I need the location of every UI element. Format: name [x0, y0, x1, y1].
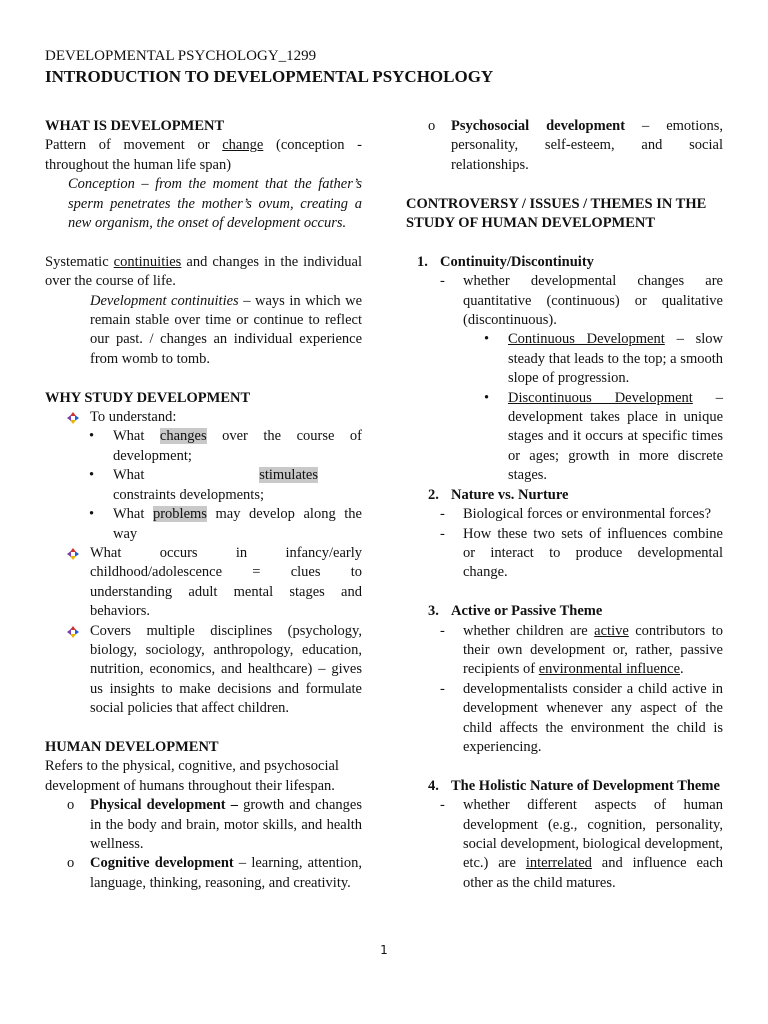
list-item [406, 622, 723, 680]
page-number: 1 [380, 943, 388, 957]
list-item [45, 854, 362, 893]
active-underlined: active [594, 622, 629, 639]
list-item [406, 796, 723, 893]
list-item [45, 505, 362, 544]
environmental-influence-underlined: environmental influence [538, 661, 681, 678]
bullet-text-end: constraints developments; [113, 486, 265, 503]
bullet-text: What [113, 506, 153, 523]
circle-bullet-icon: o [428, 118, 436, 134]
list-item [45, 408, 362, 427]
course-code: DEVELOPMENTAL PSYCHOLOGY_1299 [45, 48, 317, 64]
circle-bullet-icon: o [67, 855, 75, 872]
four-direction-arrow-icon [67, 548, 79, 560]
four-direction-arrow-icon [67, 626, 79, 638]
theme-title-text: Continuity/Discontinuity [440, 253, 594, 270]
theme-description: Biological forces or environmental forces? [463, 506, 712, 523]
bullet-icon: • [89, 428, 95, 445]
theme-number: 2. [428, 486, 439, 503]
theme-description: whether different aspects of human development (e.g., cognition, personality, social development, biological development, etc.) are [463, 797, 723, 872]
theme-description-end: . [680, 661, 684, 678]
dash-marker: - [440, 273, 445, 290]
list-item [406, 117, 723, 175]
theme-title [406, 777, 723, 796]
list-item [406, 680, 723, 758]
definition-text-end: (conception - throughout the human life span) [45, 137, 362, 173]
list-item [406, 525, 723, 583]
dash-marker: - [440, 680, 445, 697]
list-item [406, 505, 723, 524]
list-item [406, 389, 723, 486]
psychosocial-definition: – emotions, personality, self-esteem, and social relationships. [451, 118, 723, 173]
development-definition [45, 136, 362, 175]
understand-label: To understand: [90, 409, 177, 426]
bullet-text-end: over the course of development; [113, 428, 362, 464]
development-continuities [90, 292, 362, 370]
theme-title [406, 486, 723, 505]
systematic-text-end: and changes in the individual over the course of life. [45, 253, 362, 290]
occurs-text: What occurs in infancy/early childhood/adolescence = clues to understanding adult mental stages and behaviors. [90, 544, 362, 620]
continuities-definition: – ways in which we remain stable over time or continue to reflect our past. / changes an individual experience from womb to tomb. [90, 292, 363, 367]
four-direction-arrow-icon [67, 412, 79, 424]
interrelated-underlined: interrelated [525, 855, 592, 872]
theme-title-text: Active or Passive Theme [451, 603, 603, 620]
heading-controversy: CONTROVERSY / ISSUES / THEMES IN THE STUDY OF HUMAN DEVELOPMENT [406, 195, 707, 232]
heading-why-study-development: WHY STUDY DEVELOPMENT [45, 389, 251, 406]
theme-number: 4. [428, 777, 439, 794]
bullet-text: What [113, 428, 160, 445]
bullet-text: What [113, 467, 196, 484]
dash-marker: - [440, 797, 445, 814]
heading-human-development: HUMAN DEVELOPMENT [45, 738, 219, 755]
document-header [45, 46, 493, 88]
theme-description: How these two sets of influences combine or interact to produce developmental change. [463, 525, 723, 581]
dash-marker: - [440, 525, 445, 542]
bullet-icon: • [89, 506, 95, 523]
psychosocial-term: Psychosocial development [451, 118, 626, 134]
theme-description: developmentalists consider a child active in development whenever any aspect of the child affects the environment the child is experiencing. [463, 680, 723, 755]
bullet-text-end: may develop along the way [113, 506, 362, 542]
bullet-icon: • [484, 389, 490, 406]
list-item [45, 622, 362, 719]
discontinuous-definition: – development takes place in unique stages and it occurs at specific times or ages; growth in more discrete stages. [508, 389, 723, 484]
theme-title [406, 253, 723, 272]
list-item [406, 330, 723, 388]
circle-bullet-icon: o [67, 797, 75, 814]
dash-marker: - [440, 506, 445, 523]
theme-title [406, 602, 723, 621]
systematic-continuities [45, 253, 362, 292]
human-development-intro: Refers to the physical, cognitive, and psychosocial development of humans throughout their lifespan. [45, 758, 339, 794]
highlight-changes: changes [159, 428, 207, 445]
list-item [406, 272, 723, 330]
page-title: INTRODUCTION TO DEVELOPMENTAL PSYCHOLOGY [45, 67, 494, 86]
discontinuous-term: Discontinuous Development [508, 389, 693, 406]
right-column [406, 117, 723, 893]
list-item [45, 427, 362, 466]
heading-what-is-development: WHAT IS DEVELOPMENT [45, 118, 225, 134]
theme-title-text: Nature vs. Nurture [451, 486, 569, 503]
highlight-problems: problems [152, 506, 207, 523]
definition-text: Pattern of movement or [45, 137, 223, 154]
list-item [45, 796, 362, 854]
physical-definition: growth and changes in the body and brain, motor skills, and health wellness. [90, 797, 363, 852]
theme-description: whether developmental changes are quantitative (continuous) or qualitative (discontinuous). [463, 273, 723, 329]
left-column [45, 117, 362, 893]
continuities-underlined: continuities [113, 253, 182, 270]
definition-underlined: change [222, 137, 264, 154]
continuous-definition: – slow steady that leads to the top; a smooth slope of progression. [508, 331, 723, 387]
theme-description-end: and influence each other as the child matures. [463, 855, 724, 891]
theme-description-mid: contributors to their own development or, rather, passive recipients of [463, 622, 723, 678]
bullet-icon: • [89, 467, 95, 484]
dash-marker: - [440, 622, 445, 639]
theme-number: 1. [417, 253, 428, 270]
cognitive-definition: – learning, attention, language, thinking, reasoning, and creativity. [90, 855, 362, 891]
bullet-icon: • [484, 331, 490, 348]
list-item [45, 466, 362, 505]
highlight-stimulates: stimulates [259, 467, 318, 484]
conception-definition: Conception – from the moment that the father’s sperm penetrates the mother’s ovum, creating a new organism, the onset of development occurs. [68, 176, 362, 232]
cognitive-term: Cognitive development [90, 855, 234, 872]
physical-term: Physical development – [90, 797, 238, 814]
systematic-text: Systematic [45, 253, 114, 270]
list-item [45, 544, 362, 622]
continuous-term: Continuous Development [508, 331, 665, 348]
theme-title-text: The Holistic Nature of Development Theme [451, 777, 720, 794]
covers-text: Covers multiple disciplines (psychology, biology, sociology, anthropology, education, nutrition, economics, and healthcare) – gives us insights to make decisions and formulate social policies that affect children. [90, 622, 362, 717]
theme-description: whether children are [463, 622, 595, 639]
continuities-term: Development continuities [90, 292, 239, 309]
theme-number: 3. [428, 603, 439, 620]
